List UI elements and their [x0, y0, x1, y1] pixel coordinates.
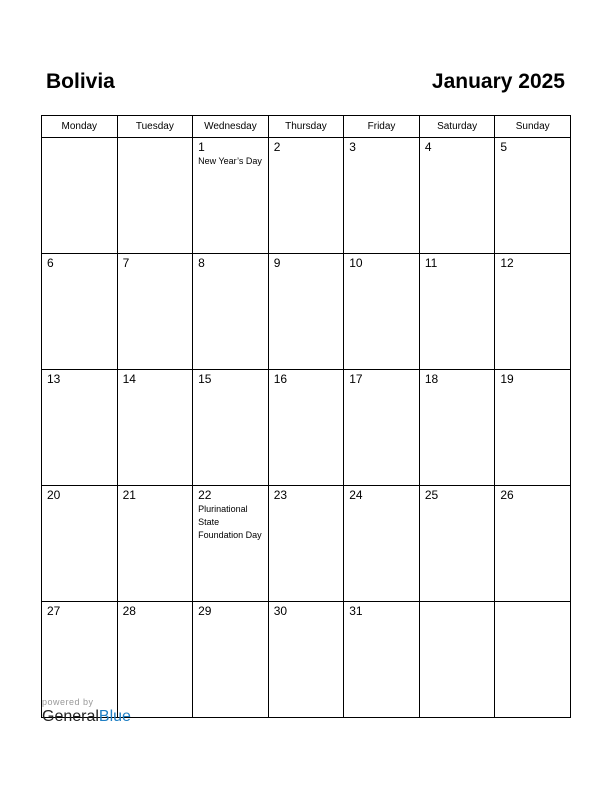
day-cell [344, 138, 420, 254]
weekday-header: Thursday [268, 116, 344, 138]
day-cell [42, 254, 118, 370]
day-number: 15 [198, 372, 212, 386]
holiday-label: New Year’s Day [198, 156, 262, 166]
day-number: 20 [47, 488, 61, 502]
day-cell [193, 138, 269, 254]
day-cell [268, 370, 344, 486]
powered-by-text: powered by [42, 697, 94, 707]
day-number: 30 [273, 604, 288, 618]
holiday-label: Plurinational State Foundation Day [198, 504, 262, 540]
day-number: 13 [47, 372, 61, 386]
day-cell [344, 602, 420, 718]
day-cell [117, 254, 193, 370]
day-number: 27 [47, 604, 61, 618]
day-cell [419, 138, 495, 254]
day-cell [419, 486, 495, 602]
day-cell [495, 602, 571, 718]
day-number: 16 [273, 372, 288, 386]
day-cell [419, 254, 495, 370]
day-number: 1 [198, 140, 205, 154]
day-cell [419, 602, 495, 718]
weekday-header: Friday [344, 116, 420, 138]
day-number: 21 [122, 488, 136, 502]
footer-branding [42, 697, 131, 726]
day-number: 24 [349, 488, 363, 502]
day-cell [117, 138, 193, 254]
day-cell [268, 486, 344, 602]
country-title: Bolivia [46, 70, 115, 93]
day-cell [344, 486, 420, 602]
day-cell [193, 486, 269, 602]
day-number: 7 [122, 256, 130, 270]
week-row [42, 138, 571, 254]
day-number: 3 [349, 140, 356, 154]
day-number: 12 [500, 256, 514, 270]
day-number: 9 [273, 256, 281, 270]
day-number: 5 [500, 140, 508, 154]
day-number: 29 [198, 604, 212, 618]
day-cell [42, 486, 118, 602]
day-cell [42, 370, 118, 486]
generalblue-logo[interactable] [42, 708, 131, 726]
weekday-header: Saturday [419, 116, 495, 138]
day-number: 18 [424, 372, 439, 386]
day-number: 25 [424, 488, 439, 502]
day-cell [193, 370, 269, 486]
day-cell [117, 486, 193, 602]
day-cell [495, 486, 571, 602]
day-cell [495, 370, 571, 486]
day-number: 6 [47, 256, 54, 270]
day-number: 23 [273, 488, 288, 502]
day-cell [42, 138, 118, 254]
day-number: 26 [500, 488, 514, 502]
day-cell [419, 370, 495, 486]
calendar-grid [41, 115, 571, 718]
weekday-header: Wednesday [193, 116, 269, 138]
day-cell [117, 370, 193, 486]
week-row [42, 486, 571, 602]
day-number: 17 [349, 372, 363, 386]
day-number: 10 [349, 256, 363, 270]
day-number: 31 [349, 604, 363, 618]
day-cell [495, 138, 571, 254]
day-number: 2 [273, 140, 281, 154]
day-cell [268, 254, 344, 370]
brand-blue-text: Blue [98, 708, 131, 725]
day-cell [193, 602, 269, 718]
weekday-header: Tuesday [117, 116, 193, 138]
day-cell [193, 254, 269, 370]
day-number: 8 [198, 256, 205, 270]
day-number: 11 [424, 256, 438, 270]
month-year-title: January 2025 [431, 70, 565, 93]
weekday-header: Sunday [495, 116, 571, 138]
brand-general-text: General [42, 708, 99, 725]
day-number: 28 [122, 604, 136, 618]
day-cell [268, 138, 344, 254]
weekday-header: Monday [42, 116, 118, 138]
day-cell [344, 254, 420, 370]
day-cell [344, 370, 420, 486]
day-number: 14 [122, 372, 136, 386]
week-row [42, 254, 571, 370]
day-cell [495, 254, 571, 370]
day-cell [268, 602, 344, 718]
day-number: 19 [500, 372, 514, 386]
week-row [42, 370, 571, 486]
day-number: 22 [198, 488, 212, 502]
weekday-header-row [42, 116, 571, 138]
day-number: 4 [424, 140, 432, 154]
